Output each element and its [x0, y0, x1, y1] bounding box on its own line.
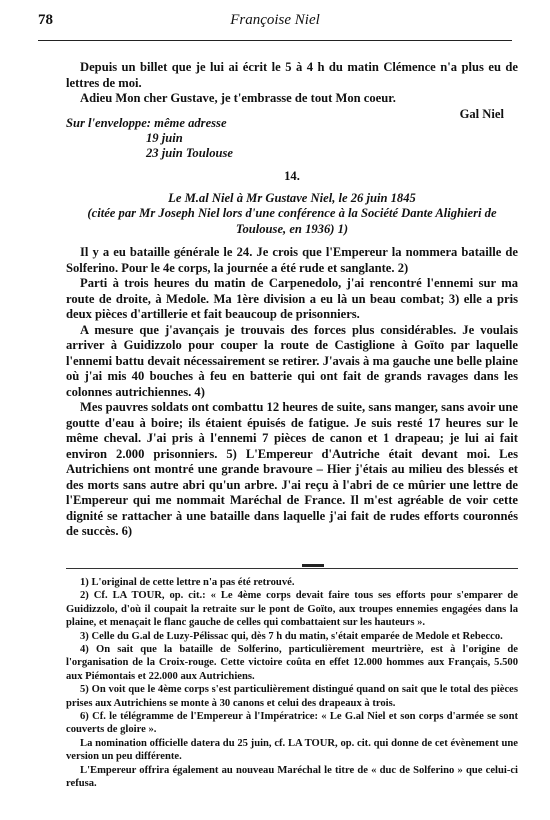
- footnote-rule: [66, 568, 518, 569]
- footnote-5: 5) On voit que le 4ème corps s'est particulièrement distingué quand on sait que le total des pièces prises aux Autrichiens se monte à 30 canons et celui des drapeaux à trois.: [66, 684, 518, 709]
- page-header: [38, 12, 512, 32]
- letter-farewell: Adieu Mon cher Gustave, je t'embrasse de tout Mon coeur.: [80, 91, 396, 105]
- main-text: [66, 60, 518, 540]
- paragraph-4: Mes pauvres soldats ont combattu 12 heures de suite, sans manger, sans avoir une goutte d'eau à boire; ils étaient épuisés de fatigue. Je suis resté 17 heures sur le même cheval. J'ai pris à l'ennemi 7 pièces de canon et 1 drapeau; je lui ai fait environ 2.000 prisonniers. 5) L'Empereur d'Autriche était devant moi. Les Autrichiens ont montré une grande bravoure – Hier j'étais au milieu des blessés et des morts sans autre abri qu'un arbre. J'ai reçu à l'abri de ce mûrier une lettre de l'Empereur qui me nommait Maréchal de France. Il m'est agréable de voir cette dignité se rattacher à une bataille dans laquelle j'ai fait de rudes efforts couronnés de succès. 6): [66, 400, 518, 538]
- envelope-note: [66, 116, 518, 161]
- letter-title-line-1: Le M.al Niel à Mr Gustave Niel, le 26 juin 1845: [168, 190, 416, 205]
- letter-closing-line: Depuis un billet que je lui ai écrit le 5 à 4 h du matin Clémence n'a plus eu de lettres de moi.: [66, 60, 518, 90]
- page-number: 78: [38, 12, 53, 28]
- header-rule: [38, 40, 512, 41]
- paragraph-3: A mesure que j'avançais je trouvais des forces plus considérables. Je voulais arriver à Guidizzolo pour couper la route de Castiglione à Goïto par laquelle l'ennemi battu devait nécessairement se retirer. J'avais à ma gauche une belle plaine où j'ai mis 40 bouches à feu en batterie qui ont fait de grands ravages dans les colonnes autrichiennes. 4): [66, 322, 518, 399]
- envelope-line-2: 19 juin: [146, 131, 183, 145]
- envelope-line-1: Sur l'enveloppe: même adresse: [66, 116, 227, 130]
- footnote-6: 6) Cf. le télégramme de l'Empereur à l'Impératrice: « Le G.al Niel et son corps d'armée se sont couverts de gloire ».: [66, 711, 518, 736]
- footnote-3: 3) Celle du G.al de Luzy-Pélissac qui, dès 7 h du matin, s'était emparée de Medole et Rebecco.: [80, 630, 503, 642]
- envelope-line-3: 23 juin Toulouse: [146, 146, 234, 160]
- footnotes: [66, 576, 518, 791]
- letter-title: [66, 191, 518, 238]
- footnote-8: L'Empereur offrira également au nouveau Maréchal le titre de « duc de Solferino » que celui-ci refusa.: [66, 764, 518, 790]
- signature: Gal Niel: [459, 106, 504, 121]
- footnote-7: La nomination officielle datera du 25 juin, cf. LA TOUR, op. cit. qui donne de cet évènement une version un peu différente.: [66, 737, 518, 763]
- footnote-2: 2) Cf. LA TOUR, op. cit.: « Le 4ème corps devait faire tous ses efforts pour s'emparer de Guidizzolo, d'où il coupait la retraite sur le pont de Goïto, aux troupes ennemies engagées dans la plaine, et menaçait le flanc gauche de celles qui combattaient sur les hauteurs ».: [66, 590, 518, 629]
- footnote-1: 1) L'original de cette lettre n'a pas été retrouvé.: [80, 577, 295, 588]
- section-number: 14.: [284, 169, 300, 183]
- running-title: Françoise Niel: [230, 12, 320, 28]
- paragraph-2: Parti à trois heures du matin de Carpenedolo, j'ai rencontré l'ennemi sur ma route de droite, à Medole. Ma 1ère division a eu là un beau combat; 3) elle a pris deux pièces d'artillerie et fait beaucoup de prisonniers.: [66, 276, 518, 321]
- paragraph-1: Il y a eu bataille générale le 24. Je crois que l'Empereur la nommera bataille de Solferino. Pour le 4e corps, la journée a été rude et sanglante. 2): [66, 245, 518, 275]
- letter-title-line-2: (citée par Mr Joseph Niel lors d'une conférence à la Société Dante Alighieri de Toulouse, en 1936) 1): [87, 206, 497, 236]
- footnote-4: 4) On sait que la bataille de Solferino, particulièrement meurtrière, est à l'origine de l'organisation de la Croix-rouge. Cette victoire coûta en effet 12.000 hommes aux Français, 5.500 aux Piémontais et 22.000 aux Autrichiens.: [66, 644, 518, 682]
